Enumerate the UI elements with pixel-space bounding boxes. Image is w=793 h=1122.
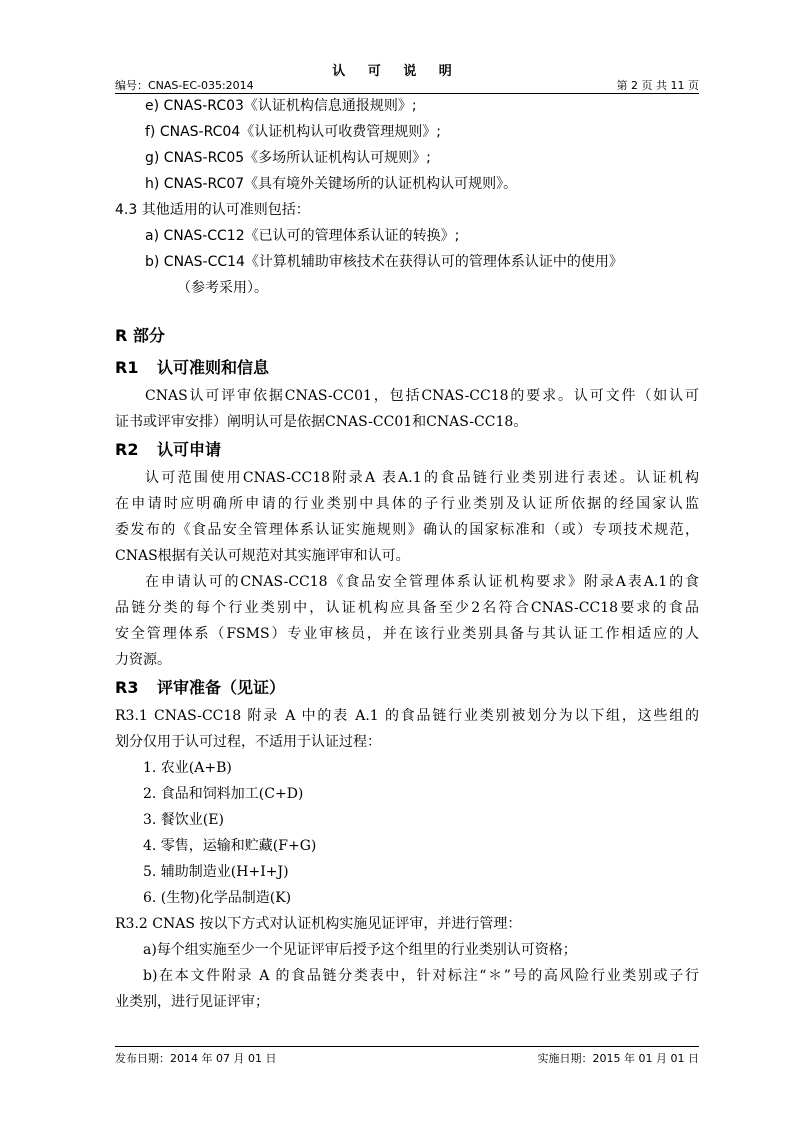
r3-heading: [115, 675, 285, 701]
list-item-f: f) CNAS-RC04《认证机构认可收费管理规则》;: [145, 124, 441, 140]
list-item-e: e) CNAS-RC03《认证机构信息通报规则》;: [145, 98, 417, 114]
r3-2-item-b-continued: 业类别，进行见证评审；: [115, 994, 269, 1010]
release-date: 发布日期：2014 年 07 月 01 日: [115, 1052, 277, 1065]
r3-1-line: 划分仅用于认可过程，不适用于认证过程：: [115, 734, 381, 750]
r2-paragraph-line: 委发布的《食品安全管理体系认证实施规则》确认的国家标准和（或）专项技术规范，: [115, 522, 699, 538]
r1-number: R1: [115, 358, 139, 377]
group-item: 2. 食品和饲料加工(C+D): [143, 786, 304, 802]
r3-2-line: R3.2 CNAS 按以下方式对认证机构实施见证评审，并进行管理：: [115, 916, 522, 932]
r2-paragraph-line: 品链分类的每个行业类别中，认证机构应具备至少2名符合CNAS-CC18要求的食品: [115, 600, 699, 616]
header-title: 认 可 说 明: [332, 64, 461, 79]
list-item-h: h) CNAS-RC07《具有境外关键场所的认证机构认可规则》。: [145, 176, 518, 192]
r1-title: 认可准则和信息: [157, 358, 270, 377]
group-item: 1. 农业(A+B): [143, 760, 232, 776]
r1-paragraph-line: CNAS认可评审依据CNAS-CC01，包括CNAS-CC18的要求。认可文件（如认可: [145, 388, 699, 404]
r2-paragraph-line: 力资源。: [115, 652, 171, 668]
group-item: 4. 零售，运输和贮藏(F+G): [143, 838, 317, 854]
r2-paragraph-line: 在申请时应明确所申请的行业类别中具体的子行业类别及认证所依据的经国家认监: [115, 496, 699, 512]
effective-date: 实施日期：2015 年 01 月 01 日: [537, 1052, 699, 1065]
r2-paragraph-line: 安全管理体系（FSMS）专业审核员，并在该行业类别具备与其认证工作相适应的人: [115, 626, 699, 642]
footer-row: [115, 1050, 699, 1066]
header-row: [115, 77, 699, 93]
section-4-3: 4.3 其他适用的认可准则包括：: [115, 202, 310, 218]
list-item-b: b) CNAS-CC14《计算机辅助审核技术在获得认可的管理体系认证中的使用》: [145, 254, 623, 270]
list-item-b-continued: （参考采用）。: [177, 280, 268, 296]
r2-heading: [115, 437, 221, 463]
r2-paragraph-line: 在申请认可的CNAS-CC18《食品安全管理体系认证机构要求》附录A表A.1的食: [145, 574, 699, 590]
r1-paragraph-line: 证书或评审安排）阐明认可是依据CNAS-CC01和CNAS-CC18。: [115, 414, 528, 430]
r3-2-item-b: b)在本文件附录 A 的食品链分类表中，针对标注“＊”号的高风险行业类别或子行: [143, 968, 699, 984]
r3-1-line: R3.1 CNAS-CC18 附录 A 中的表 A.1 的食品链行业类别被划分为以下组，这些组的: [115, 708, 699, 724]
list-item-g: g) CNAS-RC05《多场所认证机构认可规则》;: [145, 150, 431, 166]
r2-title: 认可申请: [157, 440, 222, 459]
footer-divider: [115, 1046, 699, 1047]
r1-heading: [115, 355, 269, 381]
group-item: 6. (生物)化学品制造(K): [143, 890, 292, 906]
r3-2-item-a: a)每个组实施至少一个见证评审后授予这个组里的行业类别认可资格；: [143, 942, 577, 958]
r2-paragraph-line: 认可范围使用CNAS-CC18附录A 表A.1的食品链行业类别进行表述。认证机构: [145, 470, 699, 486]
r3-title: 评审准备（见证）: [157, 678, 286, 697]
list-item-a: a) CNAS-CC12《已认可的管理体系认证的转换》;: [145, 228, 460, 244]
page-indicator: 第 2 页 共 11 页: [616, 79, 699, 92]
r2-paragraph-line: CNAS根据有关认可规范对其实施评审和认可。: [115, 548, 410, 564]
group-item: 5. 辅助制造业(H+I+J): [143, 864, 289, 880]
part-r-heading: R 部分: [115, 326, 165, 345]
r2-number: R2: [115, 440, 139, 459]
r3-number: R3: [115, 678, 139, 697]
group-item: 3. 餐饮业(E): [143, 812, 224, 828]
document-number: 编号：CNAS-EC-035:2014: [115, 79, 254, 92]
